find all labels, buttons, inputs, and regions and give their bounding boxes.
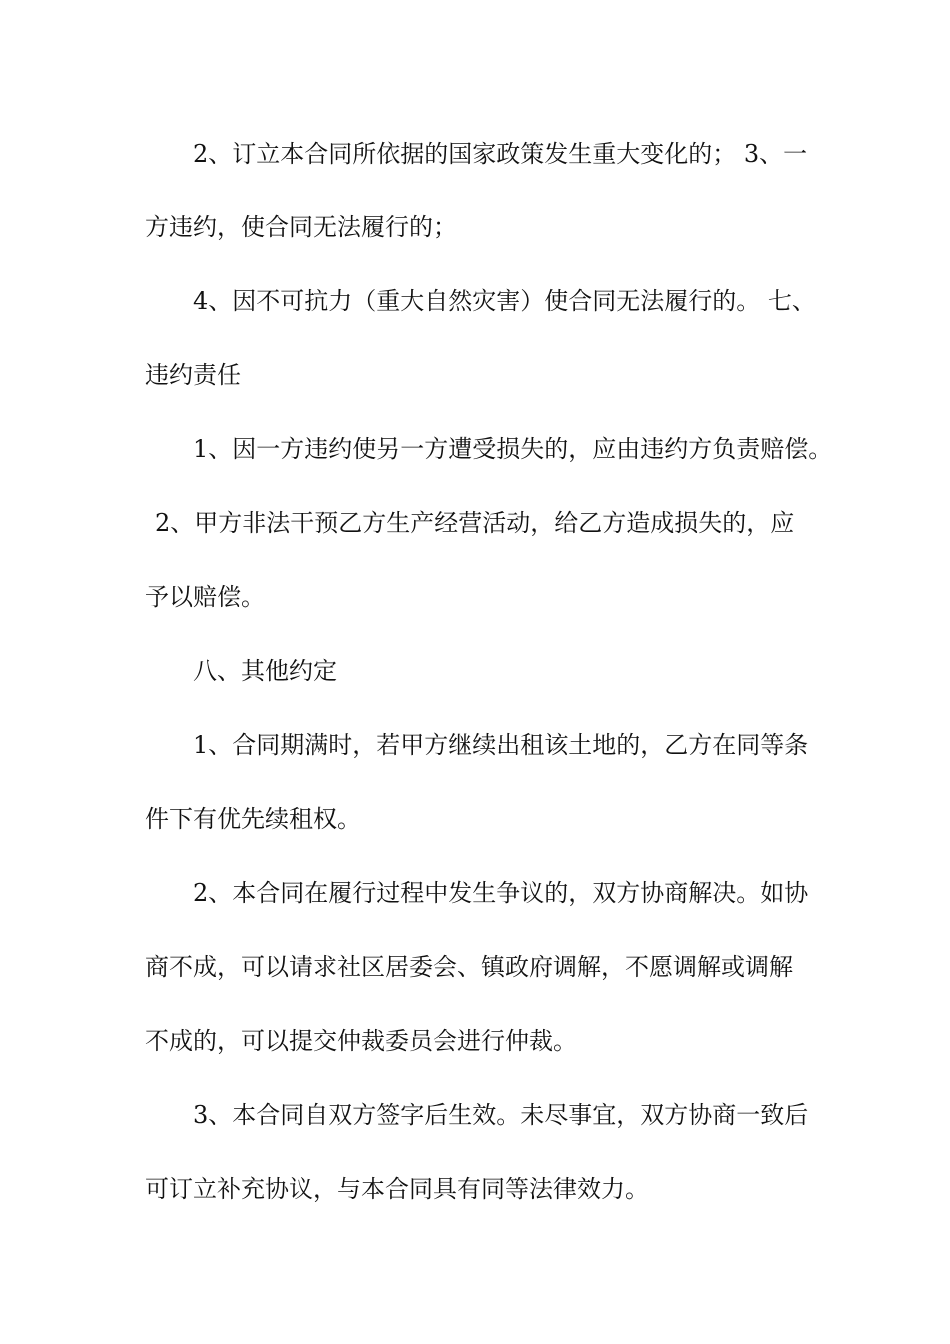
section-heading-seven: 违约责任 [145, 361, 241, 389]
text-line: 不成的，可以提交仲裁委员会进行仲裁。 [145, 1027, 577, 1055]
text-line: 2、本合同在履行过程中发生争议的，双方协商解决。如协 [193, 879, 809, 907]
text-line: 3、本合同自双方签字后生效。未尽事宜，双方协商一致后 [193, 1101, 809, 1129]
text-line: 商不成，可以请求社区居委会、镇政府调解，不愿调解或调解 [145, 953, 793, 981]
text-line: 可订立补充协议，与本合同具有同等法律效力。 [145, 1175, 649, 1203]
text-line: 1、因一方违约使另一方遭受损失的，应由违约方负责赔偿。 [193, 435, 833, 463]
text-line: 1、合同期满时，若甲方继续出租该土地的，乙方在同等条 [193, 731, 809, 759]
text-line: 方违约，使合同无法履行的； [145, 213, 457, 241]
section-heading-eight: 八、其他约定 [193, 657, 337, 685]
text-line: 予以赔偿。 [145, 583, 265, 611]
text-line: 4、因不可抗力（重大自然灾害）使合同无法履行的。 七、 [193, 287, 816, 315]
text-line: 2、订立本合同所依据的国家政策发生重大变化的； 3、一 [193, 140, 808, 168]
text-line: 2、甲方非法干预乙方生产经营活动，给乙方造成损失的，应 [155, 509, 795, 537]
text-line: 件下有优先续租权。 [145, 805, 361, 833]
